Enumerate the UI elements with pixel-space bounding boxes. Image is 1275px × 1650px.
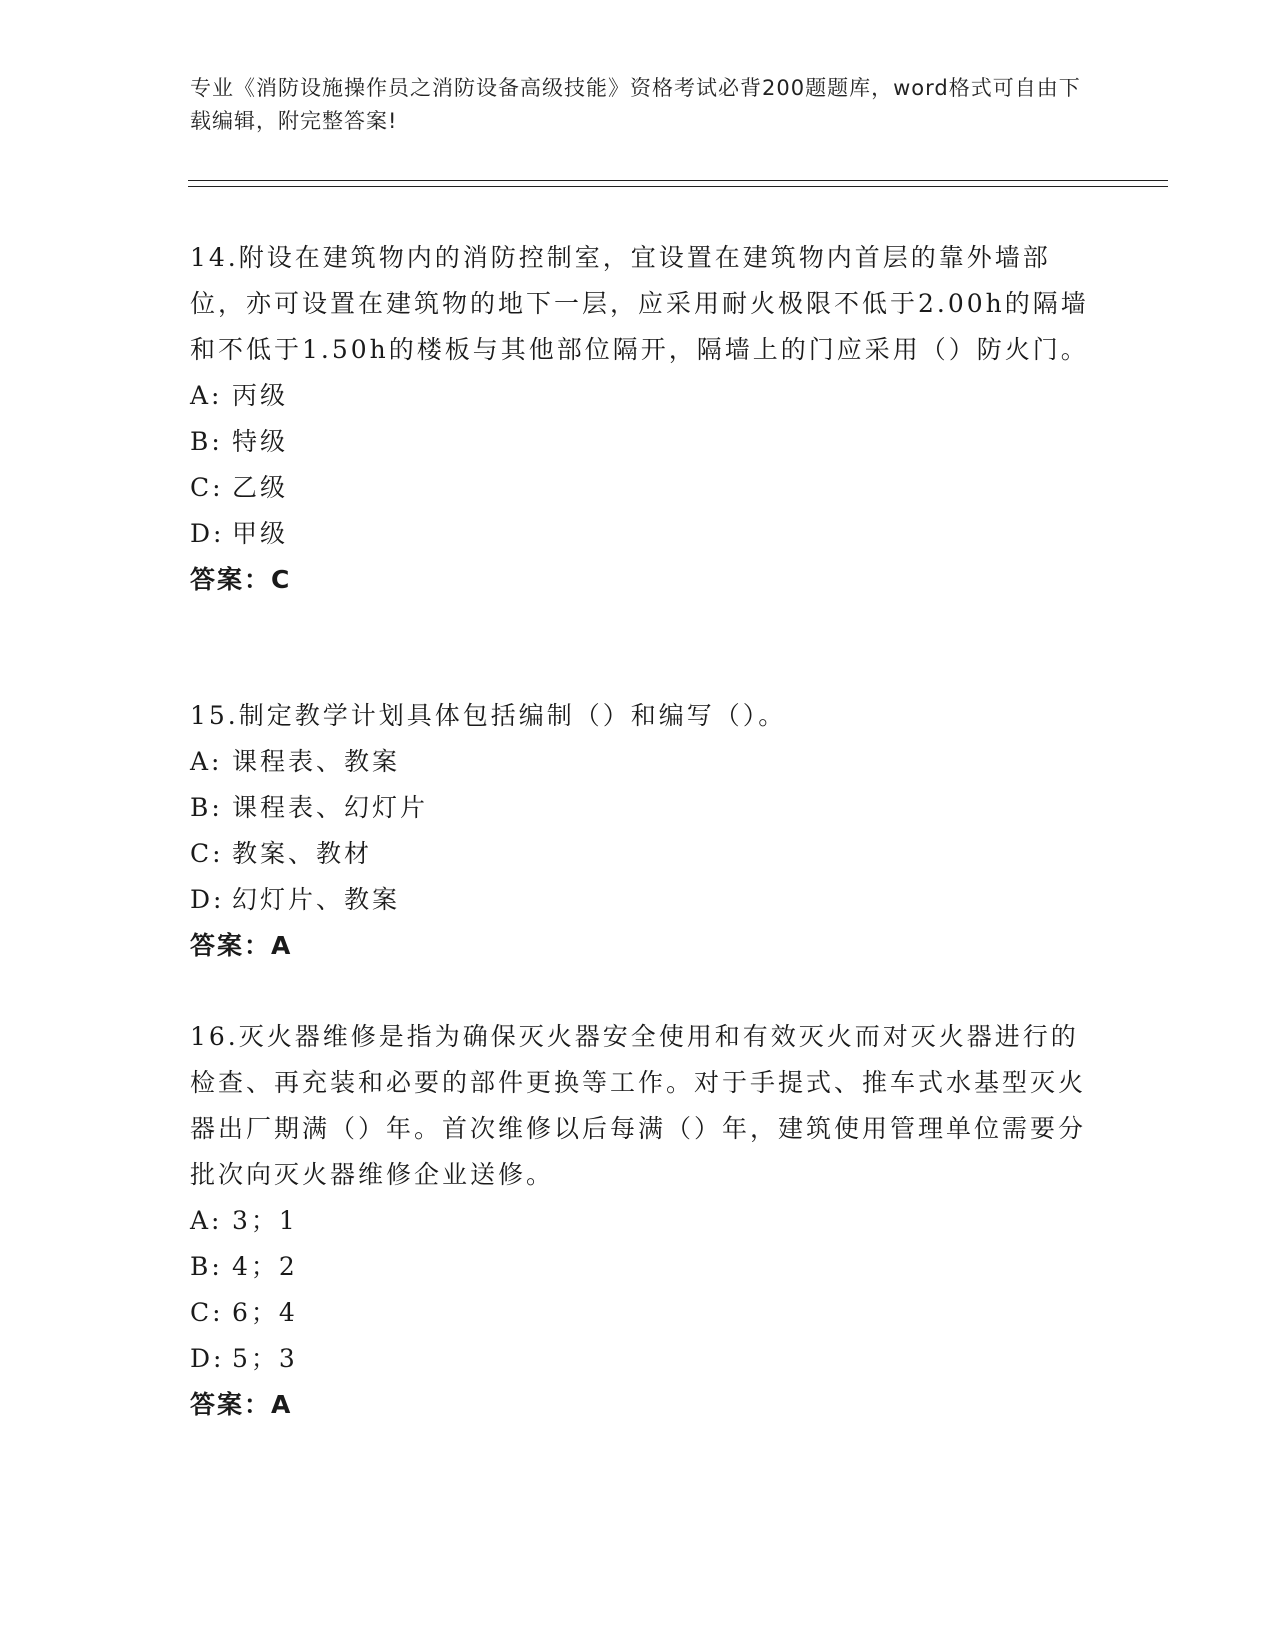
question-stem: 16.灭火器维修是指为确保灭火器安全使用和有效灭火而对灭火器进行的检查、再充装和必要的部件更换等工作。对于手提式、推车式水基型灭火器出厂期满（）年。首次维修以后每满（）年，建筑使用管理单位需要分批次向灭火器维修企业送修。	[190, 1022, 1087, 1189]
option-c	[190, 831, 1090, 877]
option-text: 乙级	[232, 473, 289, 502]
option-text: 教案、教材	[232, 839, 373, 868]
option-b	[190, 785, 1090, 831]
option-key: D:	[190, 1344, 225, 1373]
option-text: 特级	[232, 427, 289, 456]
option-key: C:	[190, 839, 224, 868]
option-b	[190, 1244, 1090, 1290]
option-c	[190, 1290, 1090, 1336]
option-text: 幻灯片、教案	[232, 885, 401, 914]
document-header	[190, 72, 1090, 138]
option-key: D:	[190, 885, 225, 914]
option-b	[190, 419, 1090, 465]
option-key: C:	[190, 1298, 224, 1327]
option-key: A:	[190, 381, 223, 410]
option-key: C:	[190, 473, 224, 502]
option-key: B:	[190, 427, 223, 456]
option-text: 4；2	[232, 1252, 298, 1281]
option-key: A:	[190, 747, 223, 776]
option-a	[190, 1198, 1090, 1244]
option-key: A:	[190, 1206, 223, 1235]
option-d	[190, 877, 1090, 923]
option-c	[190, 465, 1090, 511]
option-key: B:	[190, 793, 223, 822]
option-text: 5；3	[232, 1344, 298, 1373]
option-text: 课程表、教案	[232, 747, 401, 776]
option-a	[190, 739, 1090, 785]
header-divider	[188, 180, 1168, 187]
option-d	[190, 511, 1090, 557]
option-text: 6；4	[232, 1298, 298, 1327]
option-text: 丙级	[232, 381, 289, 410]
option-text: 课程表、幻灯片	[232, 793, 429, 822]
option-d	[190, 1336, 1090, 1382]
option-key: D:	[190, 519, 225, 548]
question-15	[190, 693, 1090, 969]
answer-line: 答案：A	[190, 931, 293, 960]
question-16	[190, 1014, 1090, 1428]
header-text: 专业《消防设施操作员之消防设备高级技能》资格考试必背200题题库，word格式可自由下载编辑，附完整答案!	[190, 76, 1081, 133]
option-key: B:	[190, 1252, 223, 1281]
question-stem: 15.制定教学计划具体包括编制（）和编写（）。	[190, 701, 787, 730]
answer-line: 答案：A	[190, 1390, 293, 1419]
option-text: 甲级	[232, 519, 289, 548]
option-a	[190, 373, 1090, 419]
question-14	[190, 235, 1090, 603]
answer-line: 答案：C	[190, 565, 292, 594]
option-text: 3；1	[232, 1206, 298, 1235]
question-stem: 14.附设在建筑物内的消防控制室，宜设置在建筑物内首层的靠外墙部位，亦可设置在建筑物的地下一层，应采用耐火极限不低于2.00h的隔墙和不低于1.50h的楼板与其他部位隔开，隔墙上的门应采用（）防火门。	[190, 243, 1089, 364]
